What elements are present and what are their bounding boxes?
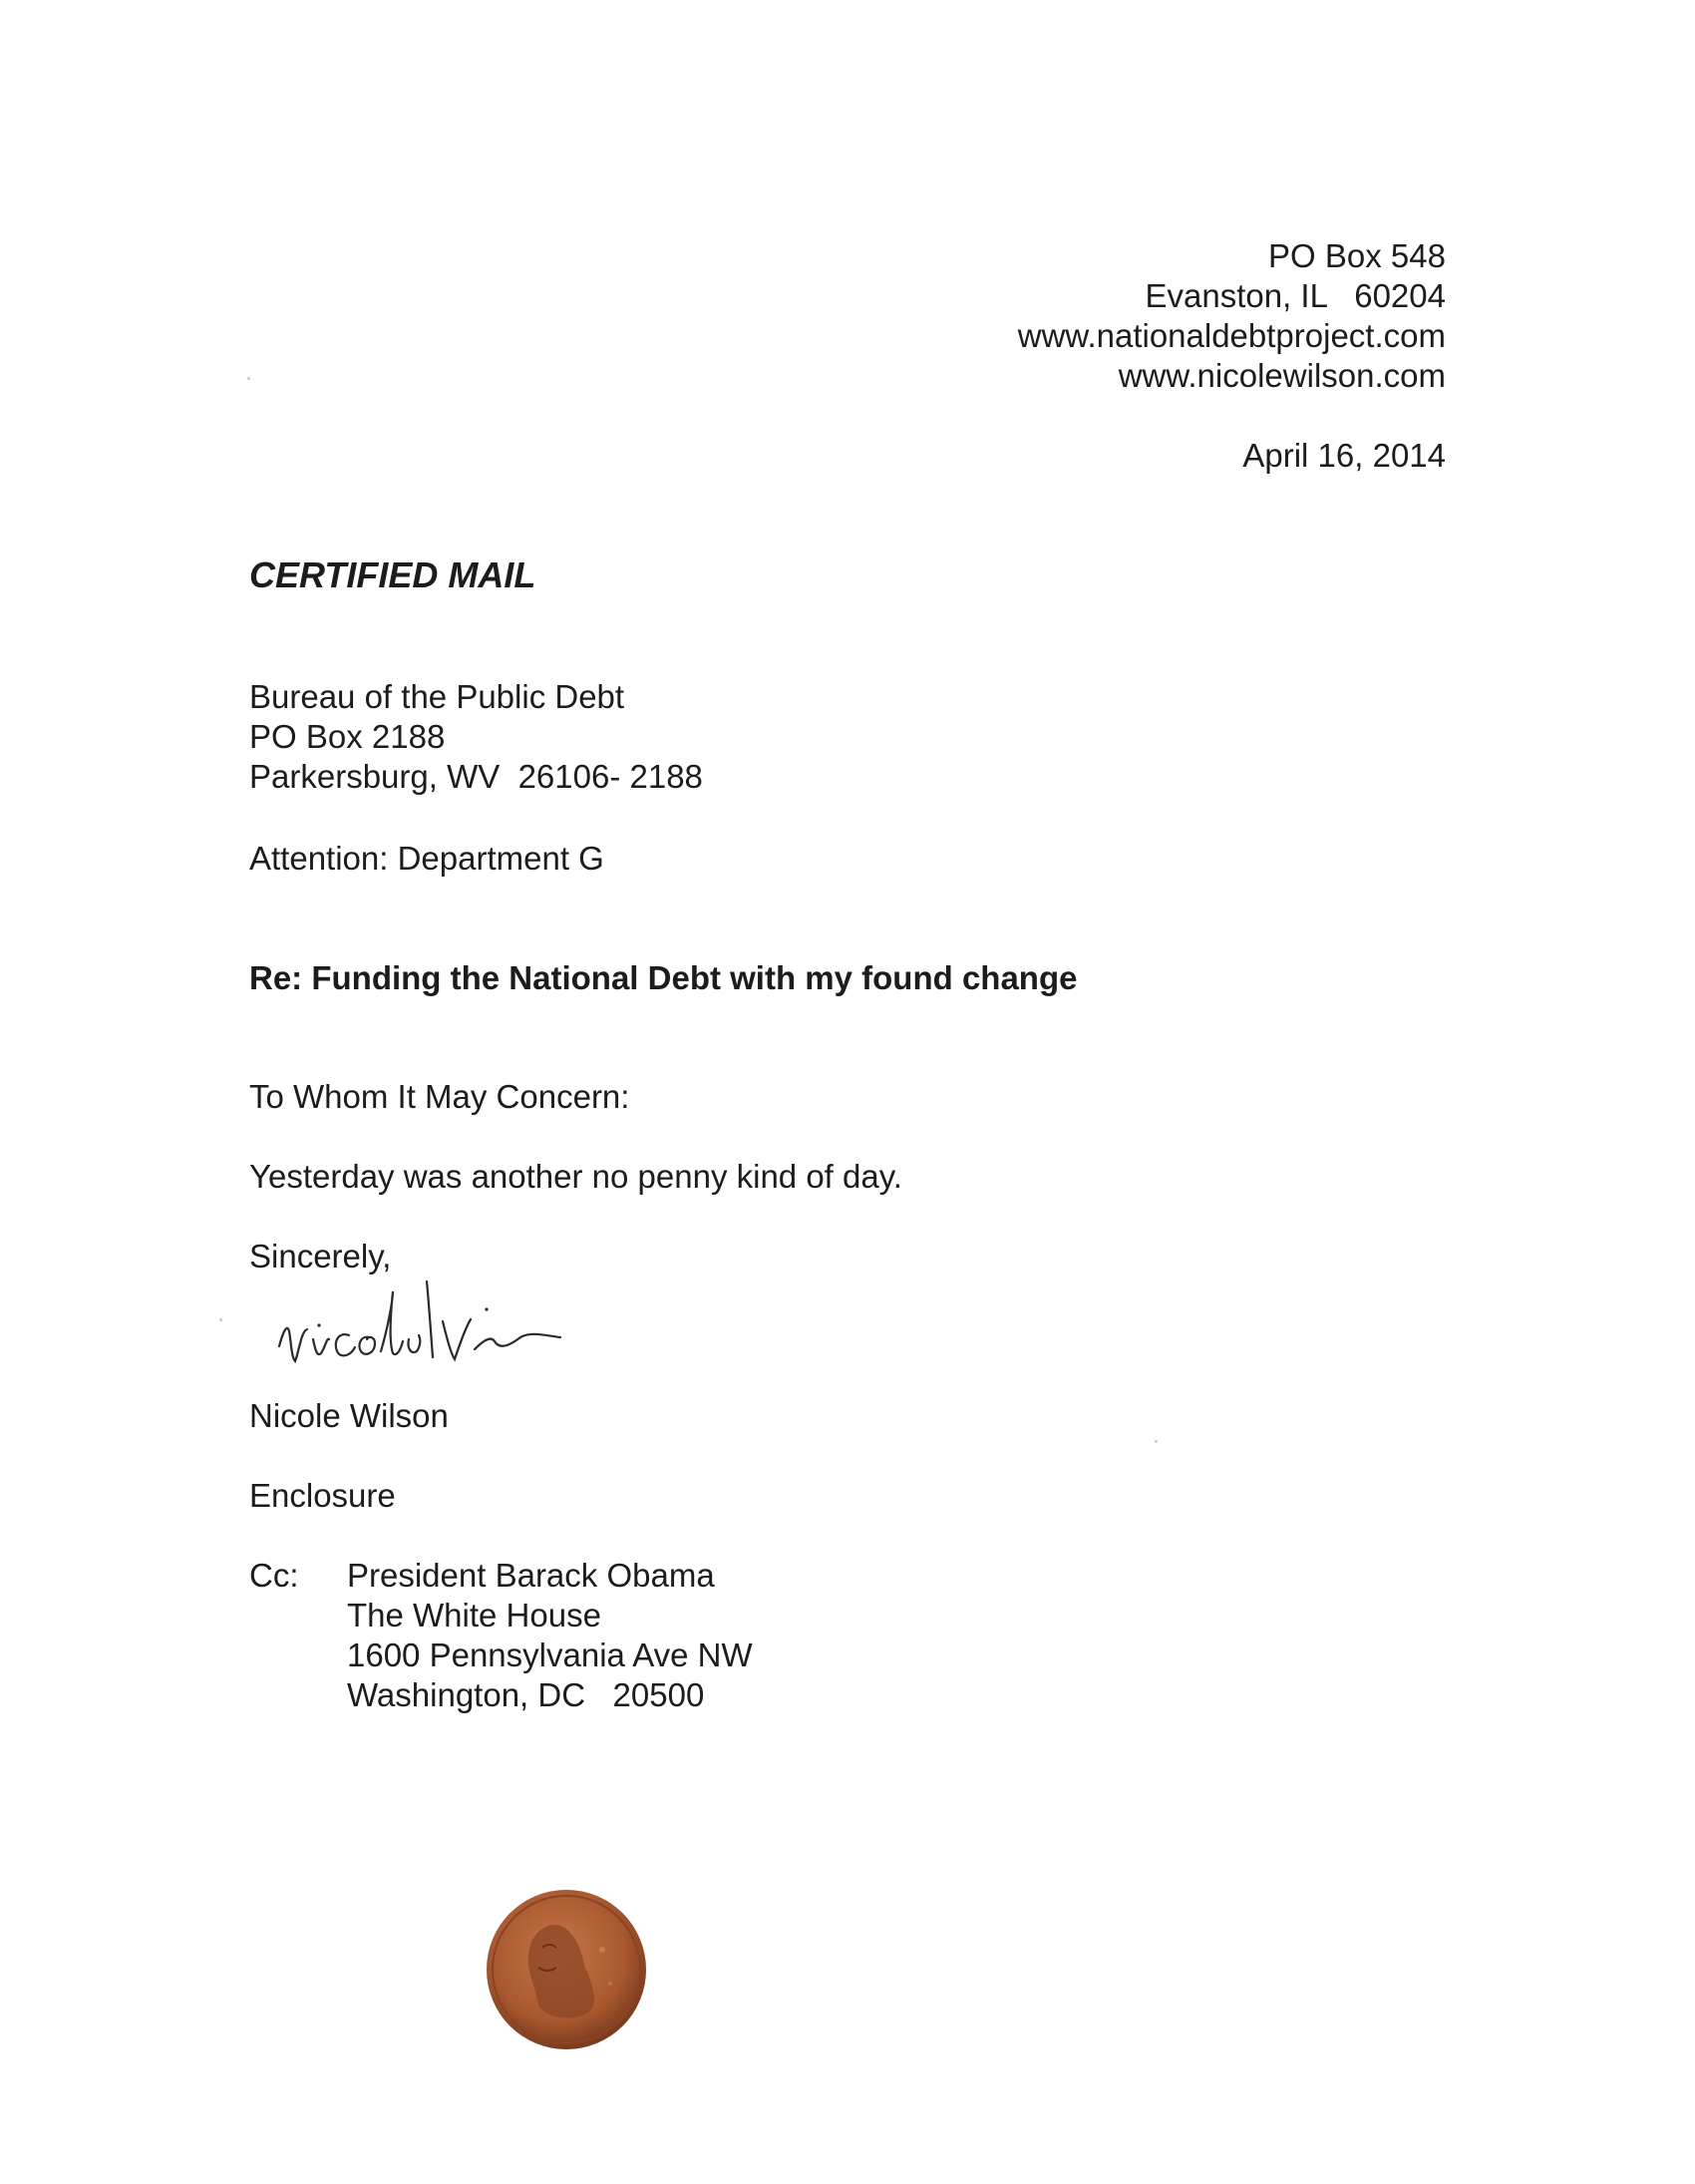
scan-speck (219, 1318, 222, 1321)
recipient-address-line: Bureau of the Public Debt (249, 678, 625, 715)
certified-mail-label: CERTIFIED MAIL (249, 554, 536, 595)
cc-label: Cc: (249, 1557, 299, 1594)
recipient-address-line: PO Box 2188 (249, 718, 446, 755)
closing: Sincerely, (249, 1238, 392, 1274)
recipient-address (249, 677, 703, 797)
cc-recipient (347, 1556, 753, 1715)
recipient-address-line: Parkersburg, WV 26106- 2188 (249, 758, 703, 795)
salutation: To Whom It May Concern: (249, 1078, 630, 1115)
signature (269, 1262, 588, 1381)
cc-recipient-line: 1600 Pennsylvania Ave NW (347, 1637, 753, 1673)
cc-recipient-line: President Barack Obama (347, 1557, 715, 1594)
signer-name: Nicole Wilson (249, 1397, 449, 1434)
cc-recipient-line: The White House (347, 1597, 601, 1634)
penny-coin (485, 1888, 648, 2051)
attention-line: Attention: Department G (249, 840, 604, 877)
letter-body: Yesterday was another no penny kind of day. (249, 1158, 902, 1195)
sender-address (1018, 236, 1446, 396)
letter-date: April 16, 2014 (1242, 437, 1446, 474)
scan-speck (247, 377, 250, 380)
sender-address-line: Evanston, IL 60204 (1145, 277, 1446, 314)
sender-website-line: www.nationaldebtproject.com (1017, 317, 1446, 354)
cc-recipient-line: Washington, DC 20500 (347, 1676, 705, 1713)
scan-speck (1155, 1440, 1158, 1443)
sender-website-line: www.nicolewilson.com (1118, 357, 1446, 394)
subject-line: Re: Funding the National Debt with my found change (249, 959, 1078, 996)
sender-address-line: PO Box 548 (1268, 237, 1446, 274)
enclosure-note: Enclosure (249, 1477, 396, 1514)
